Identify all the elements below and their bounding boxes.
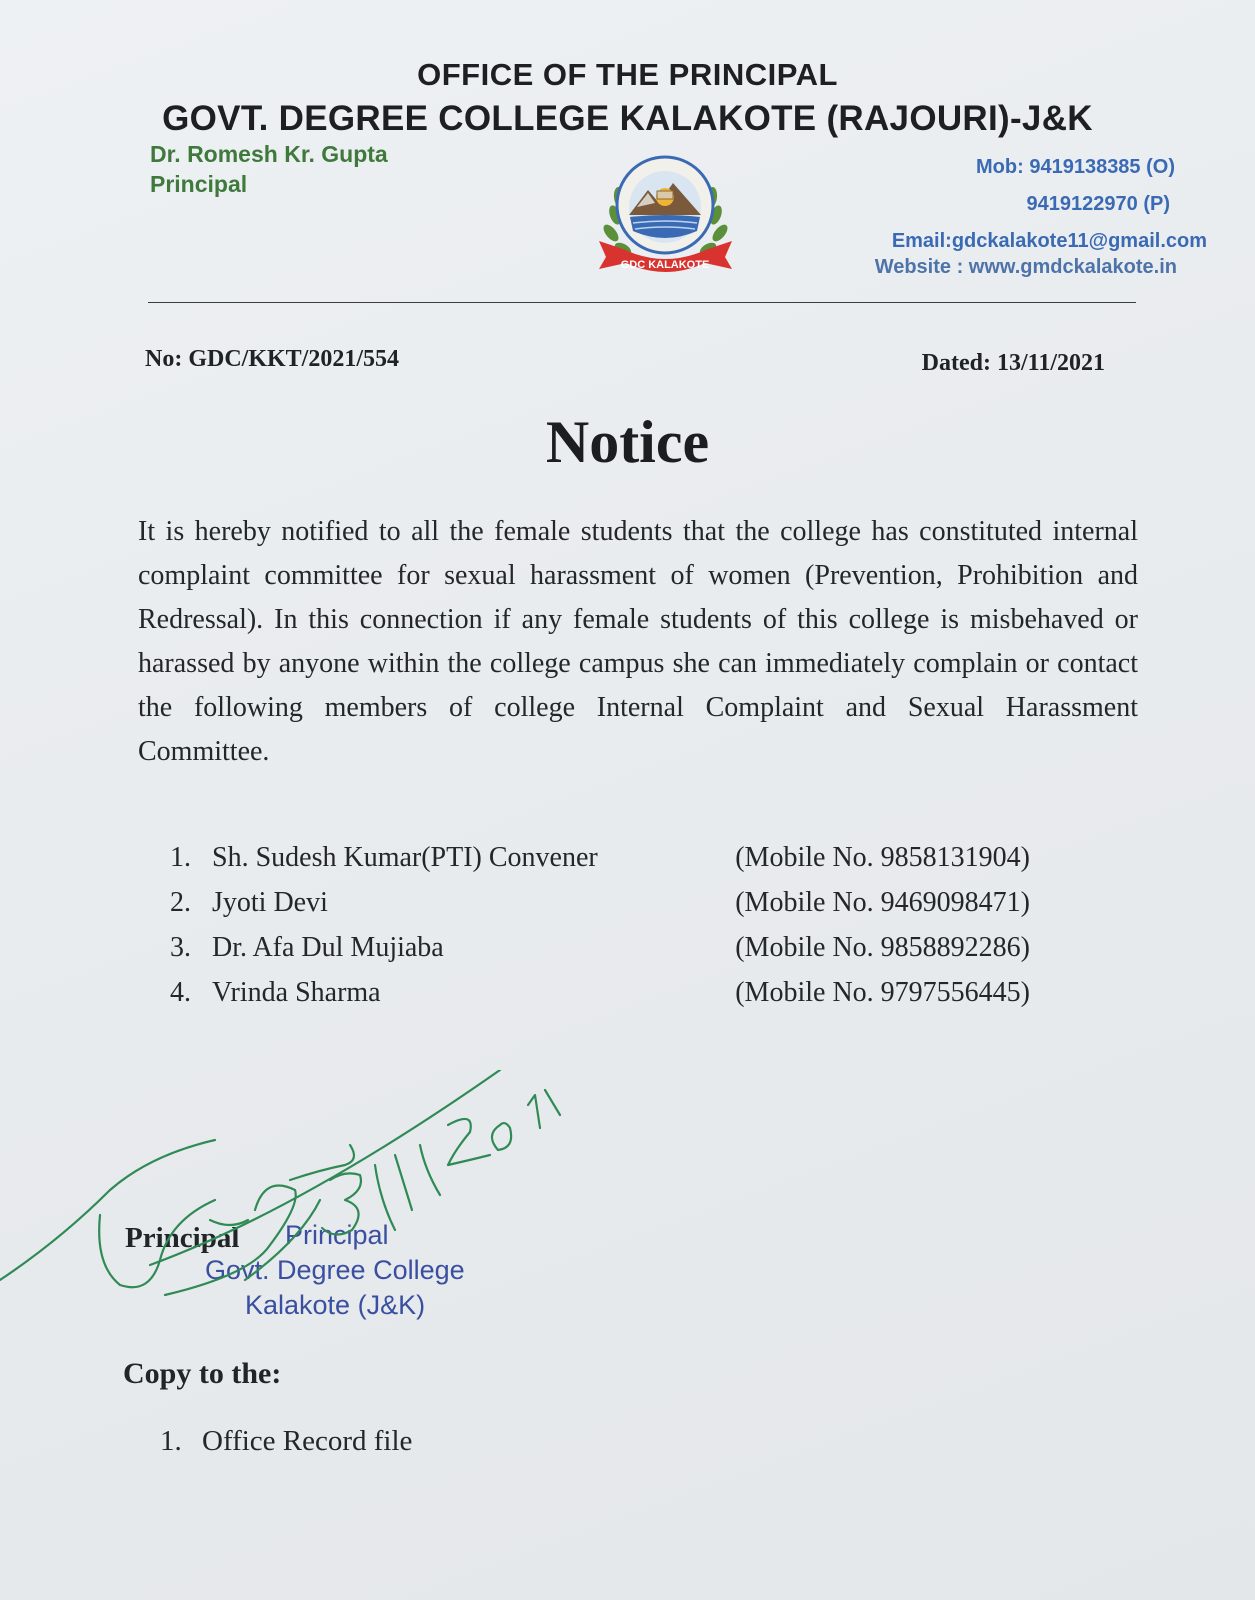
member-number: 4. bbox=[170, 977, 191, 1008]
header-divider bbox=[148, 302, 1136, 303]
principal-title: Principal bbox=[150, 171, 248, 197]
principal-name: Dr. Romesh Kr. Gupta bbox=[150, 141, 388, 167]
copy-item-text: Office Record file bbox=[202, 1425, 413, 1457]
member-mobile: (Mobile No. 9469098471) bbox=[735, 887, 1030, 918]
member-name: Dr. Afa Dul Mujiaba bbox=[212, 932, 444, 963]
logo-ribbon-text: GDC KALAKOTE bbox=[620, 259, 710, 271]
office-heading: OFFICE OF THE PRINCIPAL bbox=[417, 57, 838, 92]
college-logo-icon bbox=[593, 145, 738, 285]
notice-date: Dated: 13/11/2021 bbox=[921, 350, 1105, 376]
handwritten-signature bbox=[0, 1070, 620, 1330]
stamp-line-2: Govt. Degree College bbox=[205, 1255, 465, 1285]
website-address: Website : www.gmdckalakote.in bbox=[874, 256, 1177, 278]
member-mobile: (Mobile No. 9858131904) bbox=[735, 842, 1030, 873]
member-name: Sh. Sudesh Kumar(PTI) Convener bbox=[212, 842, 598, 873]
email-address: Email:gdckalakote11@gmail.com bbox=[891, 230, 1207, 252]
member-mobile: (Mobile No. 9797556445) bbox=[735, 977, 1030, 1008]
reference-number: No: GDC/KKT/2021/554 bbox=[145, 346, 400, 372]
member-mobile: (Mobile No. 9858892286) bbox=[735, 932, 1030, 963]
list-item bbox=[170, 932, 1030, 977]
member-name: Vrinda Sharma bbox=[212, 977, 381, 1008]
list-item bbox=[170, 842, 1030, 887]
stamp-line-1: Principal bbox=[285, 1220, 389, 1250]
college-heading: GOVT. DEGREE COLLEGE KALAKOTE (RAJOURI)-J&K bbox=[162, 99, 1093, 138]
member-number: 2. bbox=[170, 887, 191, 918]
signature-label: Principal bbox=[125, 1222, 240, 1254]
list-item bbox=[170, 887, 1030, 932]
mobile-personal: 9419122970 (P) bbox=[1026, 193, 1170, 215]
notice-body: It is hereby notified to all the female students that the college has constituted internal complaint committee for sexual harassment of women (Prevention, Prohibition and Redressal). In this connection if any female students of this college is misbehaved or harassed by anyone within the college campus she can immediately complain or contact the following members of college Internal Complaint and Sexual Harassment Committee. bbox=[138, 516, 1138, 767]
mobile-office: Mob: 9419138385 (O) bbox=[976, 156, 1175, 178]
committee-members-list bbox=[170, 842, 1030, 1022]
notice-title: Notice bbox=[545, 409, 710, 475]
member-number: 1. bbox=[170, 842, 191, 873]
stamp-line-3: Kalakote (J&K) bbox=[245, 1290, 426, 1320]
copy-to-heading: Copy to the: bbox=[123, 1357, 282, 1390]
member-number: 3. bbox=[170, 932, 191, 963]
list-item bbox=[170, 977, 1030, 1022]
copy-item-number: 1. bbox=[160, 1425, 182, 1457]
member-name: Jyoti Devi bbox=[212, 887, 328, 918]
copy-list-item bbox=[160, 1425, 412, 1458]
